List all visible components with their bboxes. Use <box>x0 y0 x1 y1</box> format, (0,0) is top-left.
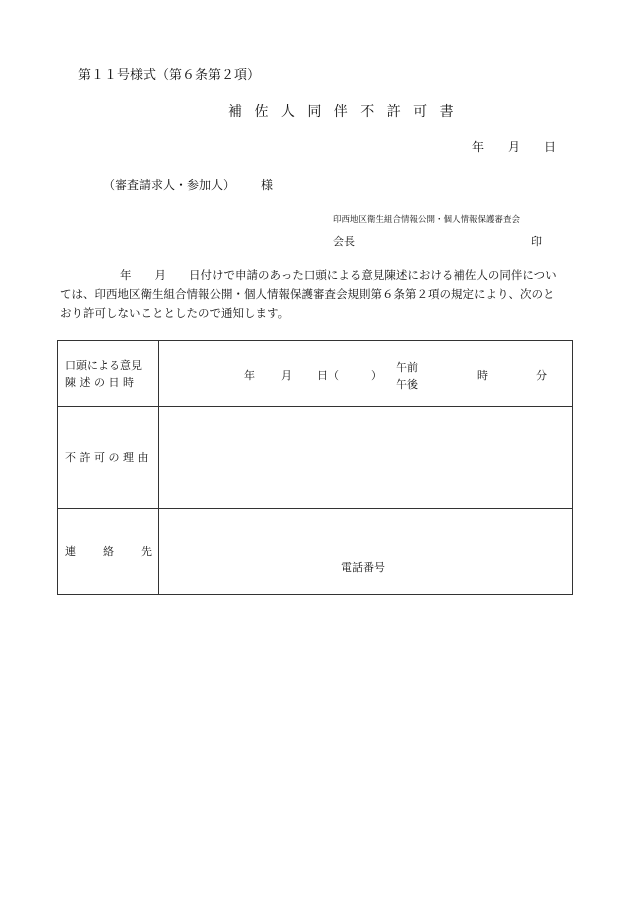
notice-line-3: おり許可しないこととしたので通知します。 <box>60 306 290 320</box>
issue-date <box>472 138 556 155</box>
datetime-hour: 時 <box>477 369 488 382</box>
details-table <box>57 340 573 595</box>
datetime-label-line2: 陳 述 の 日 時 <box>65 375 134 389</box>
datetime-minute: 分 <box>536 369 547 382</box>
reason-value-cell <box>159 407 573 509</box>
contact-label-char-2: 絡 <box>103 545 114 558</box>
contact-label-char-1: 連 <box>65 545 76 558</box>
addressee-honorific: 様 <box>261 178 274 192</box>
issuer-organization: 印西地区衛生組合情報公開・個人情報保護審査会 <box>333 215 521 225</box>
datetime-day-close: ） <box>371 369 382 382</box>
phone-number-label: 電話番号 <box>341 561 385 574</box>
seal-mark: 印 <box>531 235 542 248</box>
datetime-month: 月 <box>281 369 292 382</box>
reason-label-cell <box>58 407 159 509</box>
datetime-day-open: 日（ <box>317 369 339 382</box>
contact-label-cell <box>58 509 159 595</box>
table-row-datetime <box>58 341 573 407</box>
addressee <box>103 176 273 193</box>
notice-line-2: ては、印西地区衛生組合情報公開・個人情報保護審査会規則第６条第２項の規定により、次のと <box>60 287 555 301</box>
date-year: 年 <box>472 140 485 154</box>
reason-label: 不 許 可 の 理 由 <box>65 451 149 464</box>
issuer-title: 会長 <box>333 235 355 248</box>
date-month: 月 <box>508 140 521 154</box>
contact-value-cell <box>159 509 573 595</box>
table-row-contact <box>58 509 573 595</box>
notice-body <box>60 266 570 323</box>
datetime-pm: 午後 <box>396 378 418 391</box>
table-row-reason <box>58 407 573 509</box>
contact-label-char-3: 先 <box>141 545 152 558</box>
datetime-value-cell <box>159 341 573 407</box>
notice-line-1: 年 月 日付けで申請のあった口頭による意見陳述における補佐人の同伴につい <box>120 268 557 282</box>
datetime-label-cell <box>58 341 159 407</box>
addressee-label: （審査請求人・参加人） <box>103 178 236 192</box>
datetime-year: 年 <box>244 369 255 382</box>
date-day: 日 <box>544 140 557 154</box>
datetime-label-line1: 口頭による意見 <box>65 358 142 372</box>
document-title: 補 佐 人 同 伴 不 許 可 書 <box>228 104 458 120</box>
contact-label <box>58 543 158 560</box>
datetime-am: 午前 <box>396 361 418 374</box>
form-number: 第１１号様式（第６条第２項） <box>78 68 261 83</box>
